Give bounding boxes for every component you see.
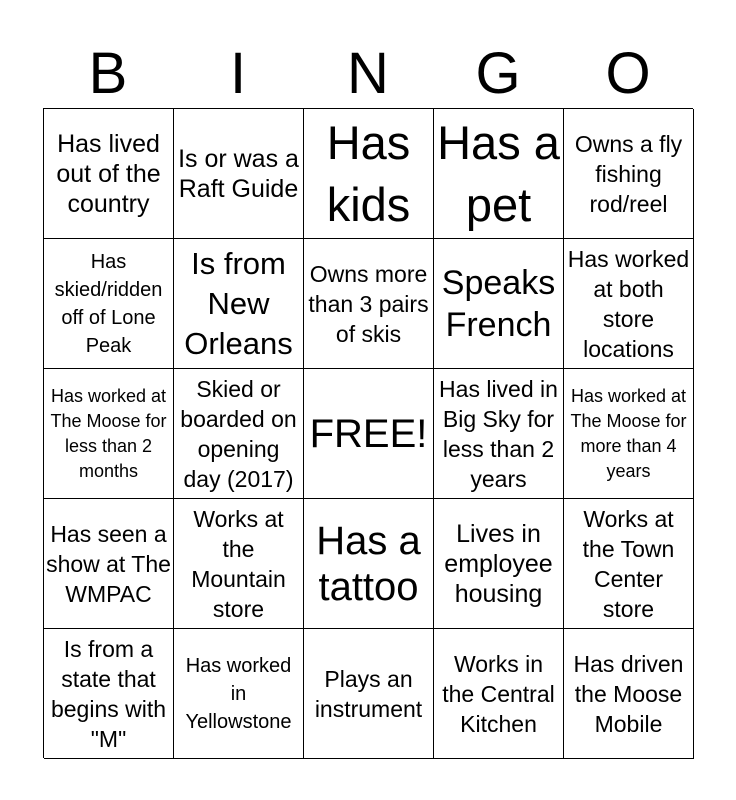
bingo-cell[interactable] [174, 369, 304, 499]
cell-text: Is or was a Raft Guide [178, 144, 299, 203]
cell-text: Works at the Mountain store [191, 505, 286, 622]
cell-text: Works in the Central Kitchen [442, 650, 555, 737]
bingo-cell[interactable] [174, 499, 304, 629]
bingo-cell[interactable] [174, 629, 304, 759]
header-letter-g: G [475, 41, 521, 106]
bingo-cell[interactable] [434, 239, 564, 369]
bingo-cell[interactable] [304, 109, 434, 239]
bingo-cell[interactable] [564, 239, 694, 369]
header-letter-b: B [88, 41, 128, 106]
cell-text: Has driven the Moose Mobile [573, 650, 684, 737]
cell-text: Has skied/ridden off of Lone Peak [54, 250, 163, 357]
bingo-cell[interactable] [304, 629, 434, 759]
cell-text: Works at the Town Center store [582, 505, 675, 622]
bingo-cell[interactable] [434, 629, 564, 759]
bingo-cell[interactable] [434, 109, 564, 239]
cell-text: Has worked at both store locations [567, 245, 690, 362]
cell-text: Has lived in Big Sky for less than 2 years [439, 375, 558, 492]
bingo-cell[interactable] [304, 499, 434, 629]
cell-text: Is from a state that begins with "M" [50, 635, 167, 752]
cell-text: Skied or boarded on opening day (2017) [180, 375, 297, 492]
cell-text: Lives in employee housing [444, 519, 553, 608]
bingo-cell[interactable] [174, 109, 304, 239]
bingo-cell[interactable] [564, 369, 694, 499]
bingo-cell[interactable] [44, 109, 174, 239]
bingo-cell[interactable] [434, 499, 564, 629]
bingo-card-grid [43, 108, 693, 758]
cell-text: Owns more than 3 pairs of skis [308, 260, 429, 347]
bingo-header [43, 40, 693, 108]
cell-text: Has a pet [437, 115, 560, 231]
bingo-cell[interactable] [564, 629, 694, 759]
cell-text: Has worked at The Moose for more than 4 years [570, 385, 687, 481]
bingo-cell[interactable] [44, 239, 174, 369]
header-letter-o: O [605, 41, 651, 106]
bingo-cell[interactable] [174, 239, 304, 369]
cell-text: Has a tattoo [316, 518, 421, 609]
cell-text: Plays an instrument [314, 665, 423, 722]
bingo-cell[interactable] [434, 369, 564, 499]
bingo-cell[interactable] [44, 499, 174, 629]
cell-text: Speaks French [441, 263, 556, 344]
bingo-cell[interactable] [44, 369, 174, 499]
cell-text: Is from New Orleans [184, 245, 293, 361]
header-letter-n: N [347, 41, 389, 106]
bingo-cell[interactable] [564, 109, 694, 239]
cell-text: Owns a fly fishing rod/reel [574, 130, 683, 217]
cell-text: Has worked in Yellowstone [185, 654, 292, 733]
bingo-cell[interactable] [44, 629, 174, 759]
free-space-cell[interactable] [304, 369, 434, 499]
header-letter-i: I [229, 41, 247, 106]
cell-text: Has worked at The Moose for less than 2 months [50, 385, 167, 481]
cell-text: Has kids [326, 115, 411, 231]
cell-text: Has seen a show at The WMPAC [46, 520, 171, 607]
free-space-text: FREE! [309, 411, 428, 456]
bingo-cell[interactable] [564, 499, 694, 629]
bingo-cell[interactable] [304, 239, 434, 369]
cell-text: Has lived out of the country [56, 129, 161, 218]
